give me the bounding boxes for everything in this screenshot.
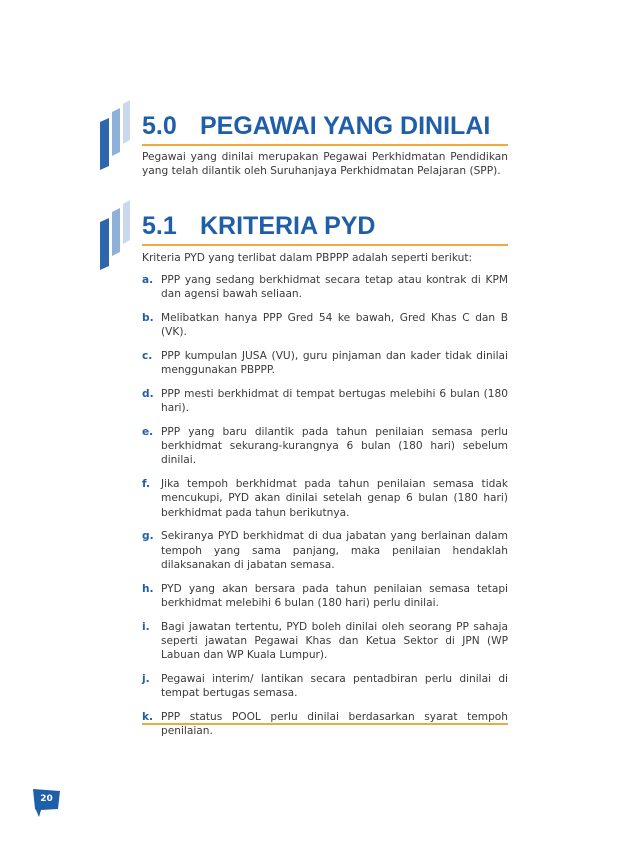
item-text: PPP kumpulan JUSA (VU), guru pinjaman dan kader tidak dinilai menggunakan PBPPP. bbox=[161, 350, 508, 377]
section-5-1-intro: Kriteria PYD yang terlibat dalam PBPPP adalah seperti berikut: bbox=[142, 252, 473, 264]
item-letter: d. bbox=[142, 388, 154, 400]
item-letter: i. bbox=[142, 620, 150, 633]
criteria-item bbox=[142, 620, 508, 663]
criteria-item bbox=[142, 387, 508, 415]
criteria-item bbox=[142, 672, 508, 700]
item-text: Melibatkan hanya PPP Gred 54 ke bawah, Gred Khas C dan B (VK). bbox=[161, 312, 508, 339]
item-text: PPP yang sedang berkhidmat secara tetap atau kontrak di KPM dan agensi bawah seliaan. bbox=[161, 274, 508, 301]
item-letter: c. bbox=[142, 350, 153, 362]
item-text: PYD yang akan bersara pada tahun penilaian semasa tetapi berkhidmat melebihi 6 bulan (180 hari) perlu dinilai. bbox=[161, 582, 508, 609]
bottom-divider bbox=[142, 723, 508, 725]
section-5-0-paragraph: Pegawai yang dinilai merupakan Pegawai Perkhidmatan Pendidikan yang telah dilantik oleh Suruhanjaya Perkhidmatan Pelajaran (SPP). bbox=[142, 151, 508, 178]
item-letter: e. bbox=[142, 426, 154, 438]
item-letter: g. bbox=[142, 530, 154, 543]
item-text: Jika tempoh berkhidmat pada tahun penilaian semasa tidak mencukupi, PYD akan dinilai setelah genap 6 bulan (180 hari) berkhidmat pada tahun berikutnya. bbox=[161, 478, 508, 519]
item-text: PPP mesti berkhidmat di tempat bertugas melebihi 6 bulan (180 hari). bbox=[161, 388, 508, 415]
criteria-item bbox=[142, 311, 508, 339]
item-text: PPP yang baru dilantik pada tahun penilaian semasa perlu berkhidmat sekurang-kurangnya 6 bulan (180 hari) sebelum dinilai. bbox=[161, 426, 508, 467]
item-letter: k. bbox=[142, 710, 154, 723]
item-text: Sekiranya PYD berkhidmat di dua jabatan yang berlainan dalam tempoh yang sama panjang, maka penilaian hendaklah dilaksanakan di jabatan semasa. bbox=[161, 530, 508, 571]
criteria-item bbox=[142, 582, 508, 610]
criteria-list bbox=[142, 273, 508, 748]
heading-decoration-icon bbox=[100, 200, 136, 272]
item-text: Pegawai interim/ lantikan secara pentadbiran perlu dinilai di tempat bertugas semasa. bbox=[161, 672, 508, 700]
criteria-item bbox=[142, 349, 508, 377]
item-text: Bagi jawatan tertentu, PYD boleh dinilai oleh seorang PP sahaja seperti jawatan Pegawai Khas dan Ketua Sektor di JPN (WP Labuan dan WP Kuala Lumpur). bbox=[161, 620, 508, 662]
item-letter: j. bbox=[142, 672, 150, 685]
section-heading-5-1: 5.1 KRITERIA PYD bbox=[142, 212, 508, 246]
item-letter: b. bbox=[142, 312, 154, 324]
item-text: PPP status POOL perlu dinilai berdasarkan syarat tempoh penilaian. bbox=[161, 710, 508, 738]
item-letter: a. bbox=[142, 274, 154, 286]
criteria-item bbox=[142, 529, 508, 572]
item-letter: f. bbox=[142, 478, 151, 491]
page-number-badge bbox=[33, 789, 61, 823]
criteria-item bbox=[142, 273, 508, 301]
item-letter: h. bbox=[142, 582, 154, 595]
page-number: 20 bbox=[40, 794, 53, 804]
criteria-item bbox=[142, 425, 508, 468]
section-heading-5-0: 5.0 PEGAWAI YANG DINILAI bbox=[142, 112, 508, 146]
criteria-item bbox=[142, 477, 508, 520]
heading-decoration-icon bbox=[100, 100, 136, 172]
